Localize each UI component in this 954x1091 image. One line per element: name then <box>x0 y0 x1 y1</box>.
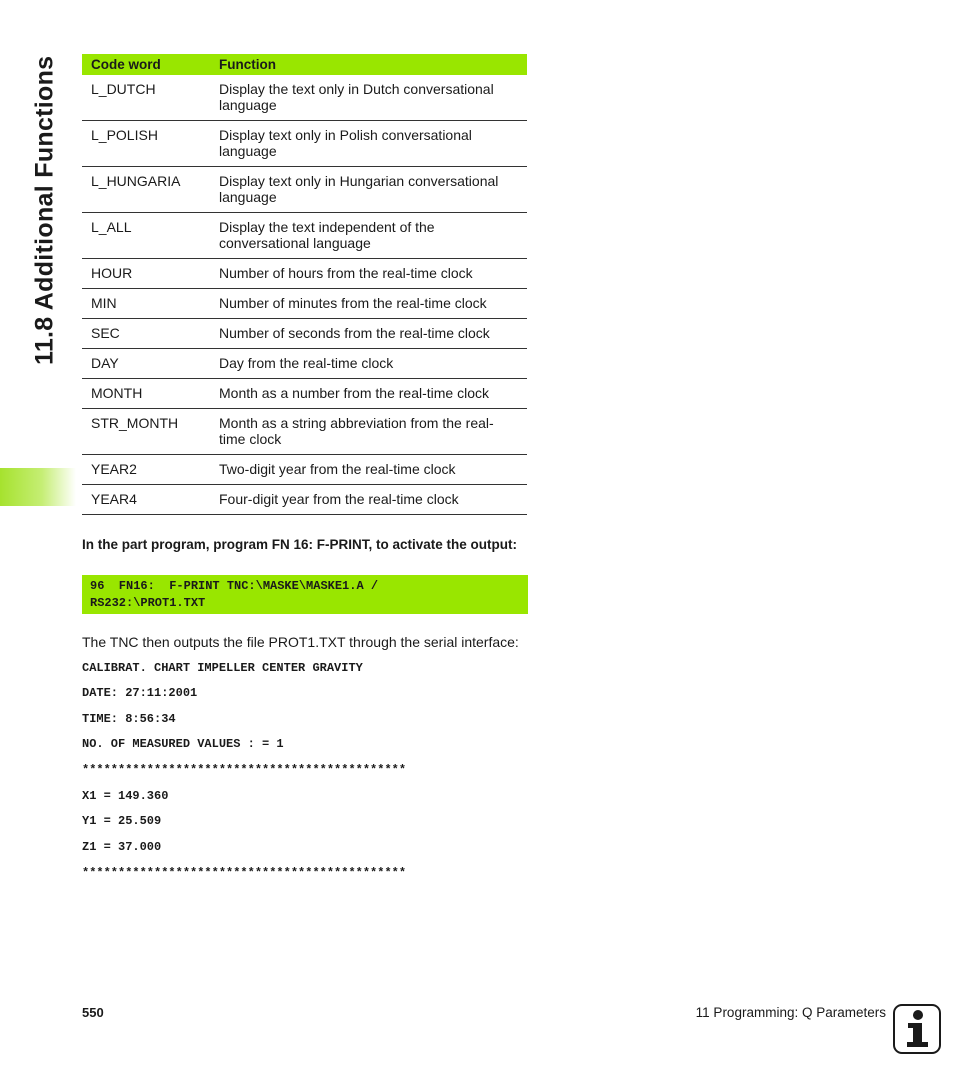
code-word-cell: MONTH <box>82 379 210 409</box>
output-line: TIME: 8:56:34 <box>82 712 176 726</box>
output-line: Y1 = 25.509 <box>82 814 162 828</box>
column-header-code-word: Code word <box>82 54 210 75</box>
table-row <box>82 213 527 259</box>
table-row <box>82 455 527 485</box>
table-row <box>82 121 527 167</box>
function-cell: Number of minutes from the real-time clock <box>210 289 527 319</box>
page-number: 550 <box>82 1005 104 1020</box>
output-line: NO. OF MEASURED VALUES : = 1 <box>82 737 284 751</box>
nc-code-block <box>82 575 528 614</box>
body-paragraph: The TNC then outputs the file PROT1.TXT through the serial interface: <box>82 634 519 650</box>
code-word-cell: L_ALL <box>82 213 210 259</box>
code-word-cell: L_HUNGARIA <box>82 167 210 213</box>
output-line: DATE: 27:11:2001 <box>82 686 198 700</box>
function-cell: Display text only in Polish conversational language <box>210 121 527 167</box>
code-word-cell: SEC <box>82 319 210 349</box>
table-row <box>82 409 527 455</box>
table-row <box>82 167 527 213</box>
function-cell: Month as a number from the real-time clock <box>210 379 527 409</box>
column-header-function: Function <box>210 54 527 75</box>
table-header-row <box>82 54 527 75</box>
output-line: X1 = 149.360 <box>82 789 169 803</box>
table-row <box>82 485 527 515</box>
function-cell: Day from the real-time clock <box>210 349 527 379</box>
code-word-cell: YEAR2 <box>82 455 210 485</box>
code-word-cell: STR_MONTH <box>82 409 210 455</box>
table-row <box>82 289 527 319</box>
instruction-text: In the part program, program FN 16: F-PRINT, to activate the output: <box>82 537 518 552</box>
function-cell: Number of hours from the real-time clock <box>210 259 527 289</box>
output-separator: ********************************************* <box>82 866 407 880</box>
output-line: CALIBRAT. CHART IMPELLER CENTER GRAVITY <box>82 661 363 675</box>
code-word-table <box>82 54 527 515</box>
function-cell: Month as a string abbreviation from the real-time clock <box>210 409 527 455</box>
code-line: RS232:\PROT1.TXT <box>90 596 206 610</box>
footer-chapter-title: 11 Programming: Q Parameters <box>695 1005 886 1020</box>
function-cell: Display the text independent of the conversational language <box>210 213 527 259</box>
table-row <box>82 379 527 409</box>
function-cell: Number of seconds from the real-time clock <box>210 319 527 349</box>
function-cell: Four-digit year from the real-time clock <box>210 485 527 515</box>
function-cell: Display text only in Hungarian conversational language <box>210 167 527 213</box>
code-line: 96 FN16: F-PRINT TNC:\MASKE\MASKE1.A / <box>90 579 379 593</box>
code-word-cell: DAY <box>82 349 210 379</box>
table-row <box>82 349 527 379</box>
info-icon <box>893 1004 941 1054</box>
function-cell: Display the text only in Dutch conversational language <box>210 75 527 121</box>
output-separator: ********************************************* <box>82 763 407 777</box>
code-word-cell: MIN <box>82 289 210 319</box>
table-row <box>82 75 527 121</box>
chapter-tab-marker <box>0 468 76 506</box>
table-row <box>82 259 527 289</box>
code-word-cell: HOUR <box>82 259 210 289</box>
function-cell: Two-digit year from the real-time clock <box>210 455 527 485</box>
output-line: Z1 = 37.000 <box>82 840 162 854</box>
chapter-side-title: 11.8 Additional Functions <box>30 55 59 365</box>
code-word-cell: YEAR4 <box>82 485 210 515</box>
table-row <box>82 319 527 349</box>
code-word-cell: L_POLISH <box>82 121 210 167</box>
code-word-cell: L_DUTCH <box>82 75 210 121</box>
